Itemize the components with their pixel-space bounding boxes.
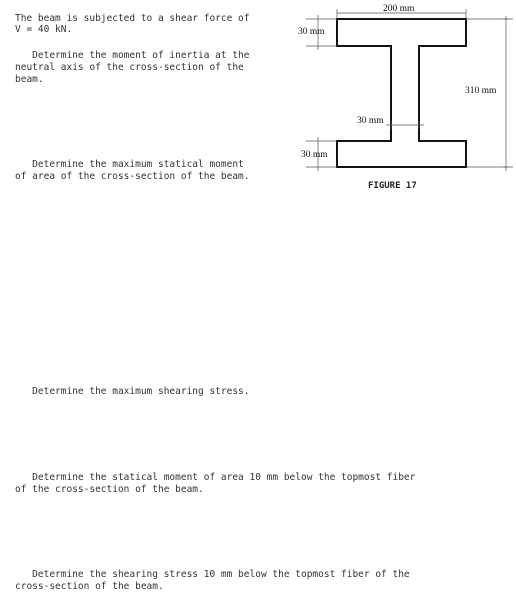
top-flange-dimension-label: 30 mm (298, 27, 325, 37)
question-5-line-1: Determine the shearing stress 10 mm below the topmost fiber of the (15, 569, 410, 580)
question-2-line-1: Determine the maximum statical moment (15, 159, 244, 170)
web-dimension-label: 30 mm (357, 116, 384, 126)
figure-caption: FIGURE 17 (368, 181, 417, 191)
given-line-1: The beam is subjected to a shear force of (15, 13, 250, 24)
question-1-line-1: Determine the moment of inertia at the (15, 50, 250, 61)
given-line-2: V = 40 kN. (15, 24, 73, 35)
question-3-line-1: Determine the maximum shearing stress. (15, 386, 250, 397)
question-1-line-2: neutral axis of the cross-section of the (15, 62, 244, 73)
height-dimension-label: 310 mm (465, 86, 497, 96)
bottom-flange-dimension-label: 30 mm (301, 150, 328, 160)
question-4-line-2: of the cross-section of the beam. (15, 484, 204, 495)
width-dimension-label: 200 mm (383, 4, 415, 14)
question-5-line-2: cross-section of the beam. (15, 581, 164, 592)
i-beam-outline (337, 19, 466, 167)
question-4-line-1: Determine the statical moment of area 10 mm below the topmost fiber (15, 472, 416, 483)
question-2-line-2: of area of the cross-section of the beam. (15, 171, 250, 182)
question-1-line-3: beam. (15, 74, 44, 85)
